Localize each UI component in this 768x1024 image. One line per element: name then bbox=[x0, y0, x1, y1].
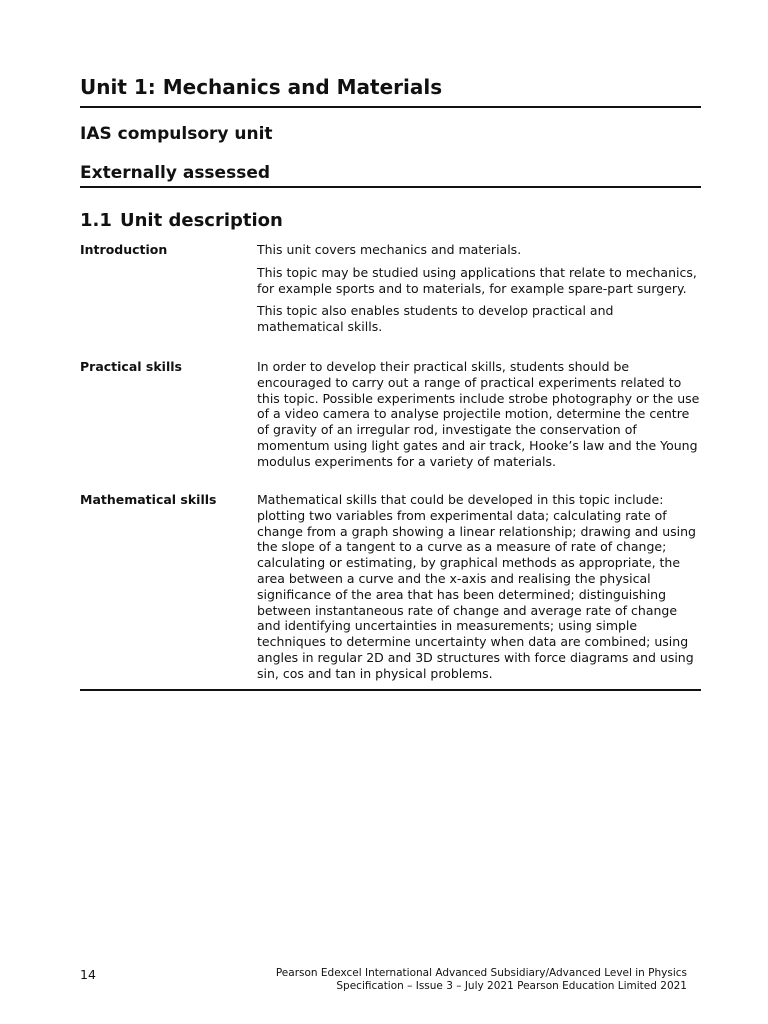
document-page bbox=[80, 0, 701, 1024]
table-bottom-divider bbox=[80, 689, 701, 691]
row-paragraph: In order to develop their practical skills, students should be encouraged to carry out a range of practical experiments related to this topic. Possible experiments include strobe photography or the use of a video camera to analyse projectile motion, determine the centre of gravity of an irregular rod, investigate the conservation of momentum using light gates and air track, Hooke’s law and the Young modulus experiments for a variety of materials. bbox=[257, 359, 700, 469]
row-content bbox=[257, 242, 701, 342]
row-content bbox=[257, 492, 701, 689]
footer-citation bbox=[207, 967, 687, 993]
row-paragraph: This topic also enables students to develop practical and mathematical skills. bbox=[257, 303, 614, 335]
title-divider bbox=[80, 106, 701, 108]
row-paragraph: Mathematical skills that could be developed in this topic include: plotting two variables from experimental data; calculating rate of change from a graph showing a linear relationship; drawing and using the slope of a tangent to a curve as a measure of rate of change; calculating or estimating, by graphical methods as appropriate, the area between a curve and the x-axis and realising the physical significance of the area that has been determined; distinguishing between instantaneous rate of change and average rate of change and identifying uncertainties in measurements; using simple techniques to determine uncertainty when data are combined; using angles in regular 2D and 3D structures with force diagrams and using sin, cos and tan in physical problems. bbox=[257, 492, 696, 681]
row-content bbox=[257, 359, 701, 477]
section-title: Unit description bbox=[120, 210, 283, 231]
section-number: 1.1 bbox=[80, 210, 112, 231]
row-paragraph: This unit covers mechanics and materials. bbox=[257, 242, 522, 257]
subtitle-divider bbox=[80, 186, 701, 188]
page-number: 14 bbox=[80, 967, 96, 982]
row-paragraph: This topic may be studied using applications that relate to mechanics, for example sports and to materials, for example spare-part surgery. bbox=[257, 264, 697, 296]
footer-line: Specification – Issue 3 – July 2021 Pearson Education Limited 2021 bbox=[336, 980, 687, 992]
footer-line: Pearson Edexcel International Advanced Subsidiary/Advanced Level in Physics bbox=[275, 967, 687, 979]
row-label: Introduction bbox=[80, 242, 168, 257]
row-label: Mathematical skills bbox=[80, 492, 217, 507]
row-label: Practical skills bbox=[80, 359, 182, 374]
section-heading bbox=[80, 209, 283, 233]
unit-title: Unit 1: Mechanics and Materials bbox=[80, 75, 443, 99]
subtitle-compulsory: IAS compulsory unit bbox=[80, 124, 273, 144]
subtitle-assessment: Externally assessed bbox=[80, 163, 271, 183]
